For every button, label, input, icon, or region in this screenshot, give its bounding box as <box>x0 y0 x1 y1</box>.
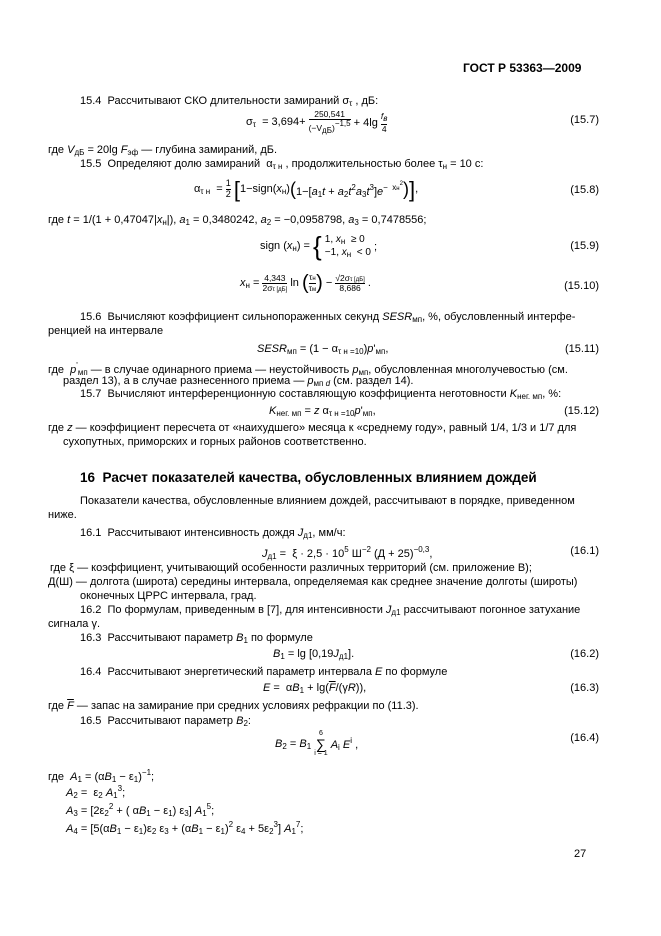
equation-number: (15.7) <box>570 114 599 126</box>
paragraph: где ξ — коэффициент, учитывающий особенности различных территорий (см. приложение В); <box>50 562 532 574</box>
paragraph: сухопутных, приморских и горных районов соответственно. <box>63 436 367 448</box>
paragraph: раздел 13), а в случае разнесенного приема — $p_{мп d}$ (см. раздел 14). <box>63 375 414 388</box>
equation-number: (16.1) <box>570 545 599 557</box>
paragraph: ренцией на интервале <box>48 325 164 337</box>
equation-number: (15.11) <box>564 343 599 355</box>
equation-number: (16.2) <box>570 648 599 660</box>
paragraph: ниже. <box>48 509 77 521</box>
formula: $SESR_{мп} = (1 - \alpha_{\tau н =10})p'_{мп}$, <box>257 343 389 356</box>
formula: sign $(x_н)$ = { 1, $x_н \ge 0$ −1, $x_н < 0$ ; <box>260 231 378 261</box>
paragraph: 15.7 Вычисляют интерференционную составляющую коэффициента неготовности $K_{нег. мп}$, %: <box>80 388 562 401</box>
paragraph: где $A_1 = (\alpha B_1 - \varepsilon_1)^{-1}$; <box>48 768 155 784</box>
paragraph: 15.5 Определяют долю замираний $\alpha_{\tau н}$ , продолжительностью более $\tau_н = 10$ с: <box>80 158 484 171</box>
paragraph: 15.4 Рассчитывают СКО длительности замираний $\sigma_\tau$ , дБ: <box>80 95 379 108</box>
equation-number: (15.10) <box>564 280 599 292</box>
paragraph: где $\overline{F}$ — запас на замирание при средних условиях рефракции по (11.3). <box>48 700 419 712</box>
paragraph: сигнала γ. <box>48 618 100 630</box>
paragraph: 16.2 По формулам, приведенным в [7], для интенсивности $J_{д1}$ рассчитывают погонное затухание <box>80 604 581 617</box>
paragraph: где $V_{дБ} = 20\lg$ $F_{эф}$ — глубина замираний, дБ. <box>48 144 278 157</box>
formula: $K_{нег. мп} = z$ $\alpha_{\tau н =10}p'_{мп}$, <box>269 405 376 418</box>
paragraph: где $t = 1/(1 + 0,47047|x_н|)$, $a_1 = 0,3480242$, $a_2 = -0,0958798$, $a_3 = 0,7478556$; <box>48 214 427 227</box>
formula: $B_1 = \lg [0,19J_{д1}]$. <box>273 648 355 661</box>
formula: $J_{д1} = \xi \cdot 2,5 \cdot 10^5$ $Ш^{-2}$ $(Д + 25)^{-0,3}$, <box>262 545 433 561</box>
equation-number: (15.12) <box>564 405 599 417</box>
formula: $x_н$ = 4,343 2στ [дБ] ln ( τн τм ) − √2στ [дБ] 8,686 . <box>240 272 371 294</box>
page-number: 27 <box>574 848 587 860</box>
paragraph: 16.3 Рассчитывают параметр $B_1$ по формуле <box>80 632 313 645</box>
paragraph: Д(Ш) — долгота (широта) середины интервала, определяемая как среднее значение долготы (широты) <box>48 576 578 588</box>
formula: $B_2 = B_1$ 6 ∑ i = 1 $A_i$ $E^i$ , <box>275 730 359 757</box>
paragraph: $A_4 = [5(\alpha B_1 - \varepsilon_1)\varepsilon_2$ $\varepsilon_3 + (\alpha B_1 - \varepsilon_1)^2$ $\varepsilon_4 + 5\varepsilon_2^3$] $A_1^7$; <box>66 820 304 836</box>
paragraph: Показатели качества, обусловленные влиянием дождей, рассчитывают в порядке, приведенном <box>80 495 575 507</box>
paragraph: 16.4 Рассчитывают энергетический параметр интервала E по формуле <box>80 666 448 678</box>
standard-header: ГОСТ Р 53363—2009 <box>463 61 582 75</box>
paragraph: $A_3 = [2\varepsilon_2^2$ + ( $\alpha B_1 - \varepsilon_1$) $\varepsilon_3$] $A_1^5$; <box>66 802 215 818</box>
paragraph: $A_2 = \varepsilon_2$ $A_1^3$; <box>66 784 126 800</box>
formula: $\alpha_{\tau н}$ = $\frac{1}{2}$ $[1-sign(x_н)(1-[a_1t + a_2t^2a_3t^3]e^{- xн^2})]$, <box>194 177 419 202</box>
paragraph: где $p'_{мп}$ — в случае одинарного приема — неустойчивость $p_{мп}$, обусловленная многолучевостью (см. <box>48 361 568 377</box>
equation-number: (15.9) <box>570 240 599 252</box>
equation-number: (16.3) <box>570 682 599 694</box>
paragraph: 15.6 Вычисляют коэффициент сильнопораженных секунд $SESR_{мп}$, %, обусловленный интерфе- <box>80 311 576 324</box>
formula: $E = \alpha B_1 + \lg(\overline{F}/(\gamma R))$, <box>263 682 367 695</box>
paragraph: оконечных ЦРРС интервала, град. <box>80 590 257 602</box>
equation-number: (15.8) <box>570 184 599 196</box>
paragraph: 16.5 Рассчитывают параметр $B_2$: <box>80 715 251 728</box>
section-heading: 16 Расчет показателей качества, обусловленных влиянием дождей <box>80 470 537 485</box>
paragraph: где z — коэффициент пересчета от «наихудшего» месяца к «среднему году», равный 1/4, 1/3 и 1/7 для <box>48 422 577 434</box>
paragraph: 16.1 Рассчитывают интенсивность дождя $J_{д1}$, мм/ч: <box>80 527 346 540</box>
formula: $\sigma_\tau = 3,694+$ 250,541 (−VдБ)−1,5 + 4lg fв 4 <box>246 109 388 136</box>
equation-number: (16.4) <box>570 732 599 744</box>
